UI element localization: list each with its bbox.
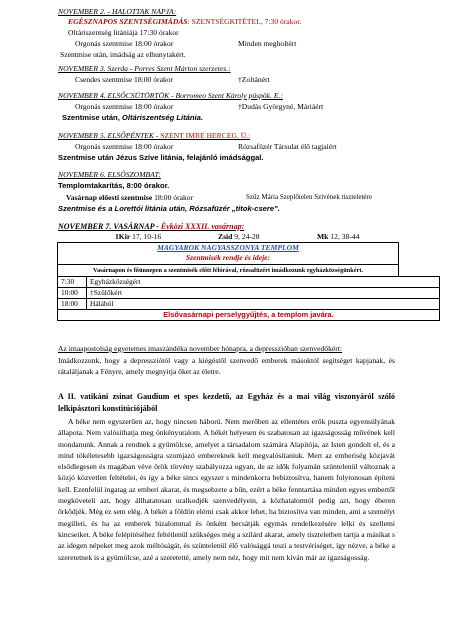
table-row bbox=[58, 310, 440, 321]
mass-intention: Egyházközségért bbox=[87, 277, 440, 288]
nov6-intention: Szűz Mária Szeplőtelen Szívének tiszteletére bbox=[246, 193, 372, 201]
nov4-header: NOVEMBER 4. ELSŐCSÜTÖRTÖK - Borromeo Szent Károly püspök. E.: bbox=[58, 91, 283, 100]
table-row bbox=[58, 277, 440, 288]
nov4-litany: Szentmise után, Oltáriszentség Litánia. bbox=[62, 113, 203, 122]
nov3-header: NOVEMBER 3. Szerda - Porres Szent Márton szerzetes.: bbox=[58, 64, 231, 73]
nov6-rosary: Szentmise és a Lorettói litánia után, Rózsafüzér „titok-csere". bbox=[58, 204, 280, 213]
nov6-header: NOVEMBER 6. ELSŐSZOMBAT: bbox=[58, 170, 161, 179]
nov5-mass: Orgonás szentmise 18:00 órakor bbox=[75, 142, 174, 151]
nov6-vigil-mass: Vasárnap előesti szentmise 18:00 órakor bbox=[66, 193, 194, 202]
nov2-adoration: EGÉSZNAPOS SZENTSÉGIMÁDÁS: SZENTSÉGKITÉTEL, 7:30 órakor. bbox=[68, 17, 302, 26]
table-row bbox=[58, 299, 440, 310]
prayer-intent-title: Az imaapostolság egyetemes imaszándéka november hónapra, a depresszióban szenvedőkért: bbox=[58, 344, 343, 353]
mass-order-title: Szentmisék rendje és ideje: bbox=[185, 253, 271, 262]
nov2-mass: Orgonás szentmise 18:00 órakor bbox=[75, 39, 174, 48]
church-name: MAGYAROK NAGYASSZONYA TEMPLOM bbox=[157, 243, 299, 252]
reading-2: Zsid 9, 24-28 bbox=[218, 232, 260, 241]
nov3-mass: Csendes szentmise 18:00 órakor bbox=[75, 75, 174, 84]
nov6-cleaning: Templomtakarítás, 8:00 órakor. bbox=[58, 181, 170, 190]
article-title: A II. vatikáni zsinat Gaudium et spes kezdetű, az Egyház és a mai világ viszonyáról szóló lelkipásztori konstitúciójából bbox=[58, 392, 395, 413]
table-row bbox=[58, 288, 440, 299]
nov3-intention: †Zoltánért bbox=[238, 75, 270, 84]
nov7-header: NOVEMBER 7. VASÁRNAP - Évközi XXXII. vasárnap: bbox=[58, 222, 245, 231]
mass-schedule-table bbox=[57, 276, 440, 321]
mass-intention: Hálából bbox=[87, 299, 440, 310]
nov5-litany: Szentmise után Jézus Szíve litánia, felajánló imádsággal. bbox=[58, 153, 264, 162]
nov2-header: NOVEMBER 2. - HALOTTAK NAPJA: bbox=[58, 7, 177, 16]
mass-time: 10:00 bbox=[58, 288, 87, 299]
mass-order-box bbox=[57, 253, 399, 264]
mass-time: 18:00 bbox=[58, 299, 87, 310]
prayer-intent-body: Imádkozzunk, hogy a depressziótól vagy a kiégéstől szenvedő emberek másoktól segítséget kapjanak, és rátaláljanak a Fényre, amely megnyitja őket az életre. bbox=[58, 356, 395, 376]
nov5-intention: Rózsafüzér Társulat élő tagjaiért bbox=[238, 142, 337, 151]
reading-3: Mk 12, 38-44 bbox=[317, 232, 360, 241]
mass-note: Vasárnapon és főünnepen a szentmisék előtt félórával, rózsafüzért imádkozunk egyházközségünkért. bbox=[92, 267, 363, 274]
reading-1: 1Kir 17, 10-16 bbox=[115, 232, 162, 241]
mass-time: 7:30 bbox=[58, 277, 87, 288]
collection-note: Elsővasárnapi perselygyűjtés, a templom javára. bbox=[58, 310, 440, 321]
nov2-intention: Minden megholtért bbox=[238, 39, 297, 48]
nov2-litany: Oltáriszentség litániája 17:30 órakor bbox=[68, 28, 179, 37]
article-body: A béke nem egyszerűen az, hogy nincsen háború. Nem merőben az ellentétes erők puszta egyensúlyának állapota. Nem valósíthatja meg önkényuralom. A békét helyesen és szabatosan az igazságosság művének kell mondanunk. Annak a rendnek a gyümölcse, amelyet a társadalom számára Alapítója, az Isten gondolt el, és a mind tökéletesebb igazságosságra szomjazó embereknek kell megvalósítaniuk. Mert az emberiség közjavát elsődlegesen és magában véve örök törvény szabályozza ugyan, de az idők folyamán szüntelenül változnak a közjó közvetlen feltételei, és így a béke sincs egyszer s mindenkorra bebiztosítva, hanem folytonosan építeni kell. Ezenfelül ingatag az emberi akarat, és megsebzete a bűn, ezért a béke fenntartása minden egyes embertől megköveteli azt, hogy állhatatosan uralkodjék szenvedélyein, a közhatalomtól pedig azt, hogy éberen őrködjék. Még ez sem elég. A békét a földön elérni csak akkor lehet, ha biztosítva van minden, ami a személyt megilleti, és ha az emberek bizalommal és önként becsátják egymás rendelkezésére lelki és szellemi kincseiket. A béke felépítéséhez feltétlenül szükséges még a szilárd akarat, amely tiszteletben tartja a másikat s az idegen népeket meg azok méltóságát, és szüntelenül élő valósággá teszi a testvériséget, így nézve, a béke a szeretetnek is a gyümölcse, azé a szeretetté, amely nem néz, hogy mit nem kíván már az igazságosság. bbox=[58, 417, 395, 562]
nov4-intention: †Dudás Györgyné, Máriáért bbox=[238, 102, 324, 111]
mass-intention: †Szülőkért bbox=[87, 288, 440, 299]
nov5-header: NOVEMBER 5. ELSŐPÉNTEK - SZENT IMRE HERCEG. Ü.: bbox=[58, 131, 251, 140]
nov2-prayer: Szentmise után, imádság az elhunytakért. bbox=[60, 50, 186, 59]
nov4-mass: Orgonás szentmise 18:00 órakor bbox=[75, 102, 174, 111]
